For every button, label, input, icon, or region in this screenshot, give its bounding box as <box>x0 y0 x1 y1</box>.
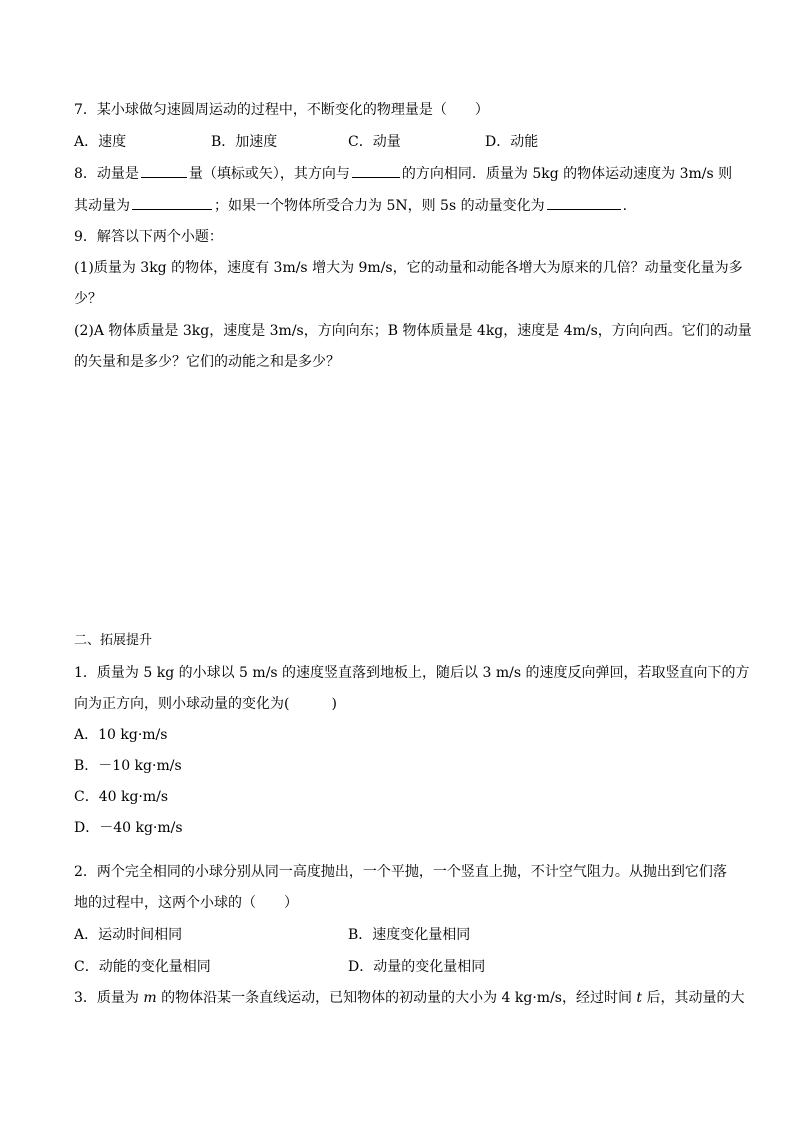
e2-option-b: B．速度变化量相同 <box>348 927 471 943</box>
q8-line2 <box>74 195 627 216</box>
q8-text-2: 量（填标或矢），其方向与 <box>188 166 350 182</box>
q8-text-3: 的方向相同．质量为 5kg 的物体运动速度为 3m/s 则 <box>401 166 733 182</box>
e1-option-a: A．10 kg·m/s <box>74 727 168 743</box>
q8-text-4: 其动量为 <box>74 198 130 214</box>
e3-var-m: m <box>143 990 157 1006</box>
q9-sub1-line1: (1)质量为 3kg 的物体，速度有 3m/s 增大为 9m/s，它的动量和动能各增大为原来的几倍？动量变化量为多 <box>74 260 743 276</box>
e1-option-b: B．－10 kg·m/s <box>74 758 182 774</box>
q8-blank-momentum-change <box>547 195 621 210</box>
e1-option-c: C．40 kg·m/s <box>74 789 169 805</box>
q7-option-d: D．动能 <box>485 134 539 150</box>
q9-sub2-line2: 的矢量和是多少？它们的动能之和是多少？ <box>74 354 340 370</box>
q8-text-6: . <box>622 198 628 214</box>
q9-stem: 9．解答以下两个小题： <box>74 229 223 245</box>
e2-option-a: A．运动时间相同 <box>74 927 183 943</box>
e1-option-d: D．－40 kg·m/s <box>74 820 183 836</box>
q8-blank-momentum <box>132 195 212 210</box>
q8-blank-direction <box>352 163 400 178</box>
q8-text-5: ；如果一个物体所受合力为 5N，则 5s 的动量变化为 <box>214 198 545 214</box>
e3-text-3: 后，其动量的大 <box>642 990 745 1006</box>
e3-var-t: t <box>636 990 643 1006</box>
q9-sub1-line2: 少？ <box>74 291 102 307</box>
q7-stem: 7．某小球做匀速圆周运动的过程中，不断变化的物理量是（ ） <box>74 102 489 118</box>
e3-text-1: 3．质量为 <box>74 990 144 1006</box>
e2-line2: 地的过程中，这两个小球的（ ） <box>74 895 298 911</box>
e3-line1 <box>74 988 745 1008</box>
q8-line1 <box>74 163 732 184</box>
q7-option-c: C．动量 <box>348 134 401 150</box>
q8-text-1: 8．动量是 <box>74 166 139 182</box>
q7-option-b: B．加速度 <box>211 134 278 150</box>
e2-option-c: C．动能的变化量相同 <box>74 959 211 975</box>
q8-blank-type <box>141 163 187 178</box>
e2-option-d: D．动量的变化量相同 <box>348 959 486 975</box>
section-title-extension: 二、拓展提升 <box>74 633 153 648</box>
e2-line1: 2．两个完全相同的小球分别从同一高度抛出，一个平抛，一个竖直上抛，不计空气阻力。从抛出到它们落 <box>74 864 727 880</box>
e1-line1: 1．质量为 5 kg 的小球以 5 m/s 的速度竖直落到地板上，随后以 3 m/s 的速度反向弹回，若取竖直向下的方 <box>74 665 750 681</box>
q9-sub2-line1: (2)A 物体质量是 3kg，速度是 3m/s，方向向东；B 物体质量是 4kg，速度是 4m/s，方向向西。它们的动量 <box>74 323 752 339</box>
e3-text-2: 的物体沿某一条直线运动，已知物体的初动量的大小为 4 kg·m/s，经过时间 <box>156 990 637 1006</box>
q7-option-a: A．速度 <box>74 134 127 150</box>
e1-line2: 向为正方向，则小球动量的变化为( ) <box>74 696 337 712</box>
